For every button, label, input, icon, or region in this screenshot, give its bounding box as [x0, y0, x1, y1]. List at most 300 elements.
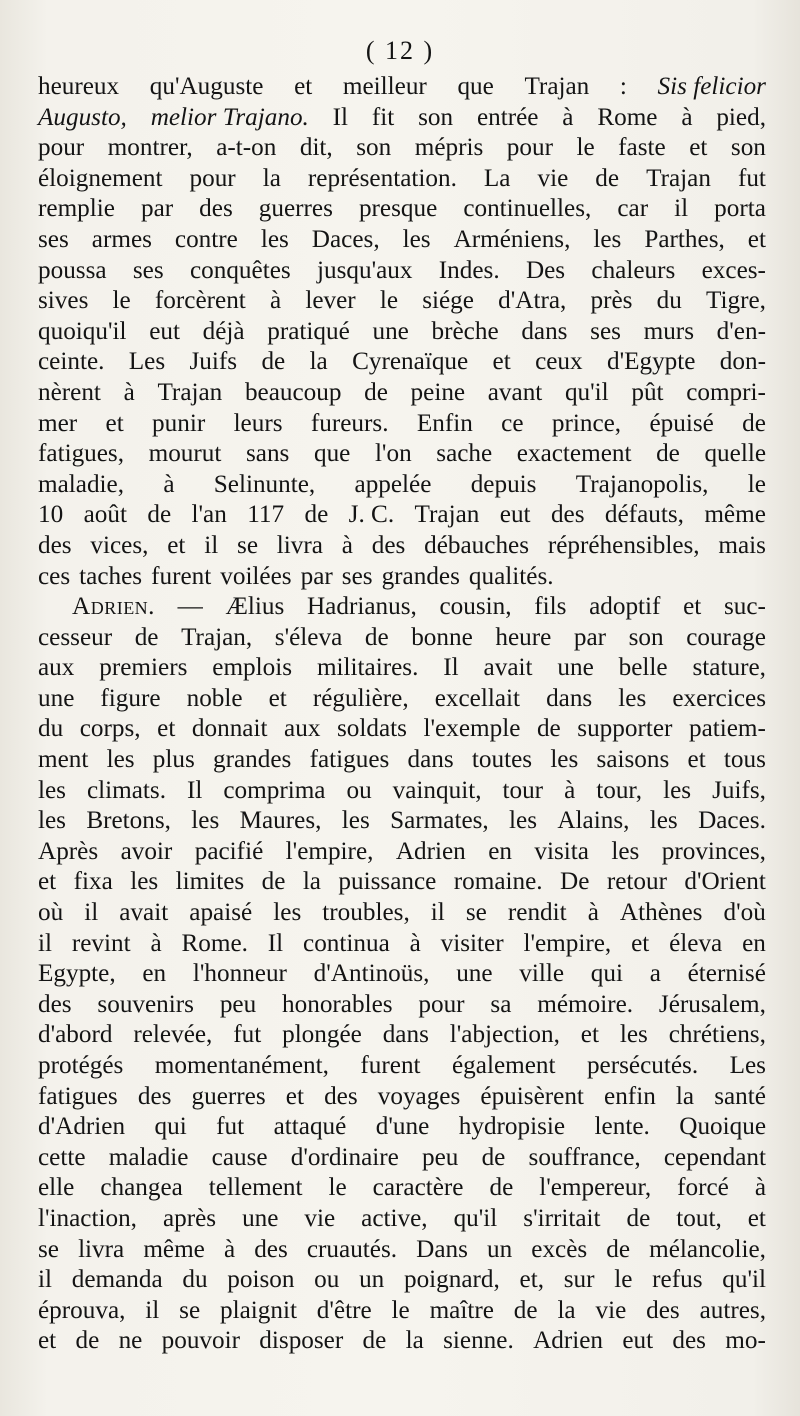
word: le — [747, 470, 766, 498]
word: Sis felicior — [657, 73, 766, 100]
word: déjà — [202, 317, 245, 345]
word: elle — [38, 1174, 75, 1202]
word: mourut — [148, 440, 222, 468]
word: à — [681, 103, 693, 131]
word: furent — [151, 562, 212, 590]
word: Trajanopolis, — [575, 470, 709, 498]
word: romaine. — [453, 868, 543, 896]
word: compri- — [686, 378, 766, 406]
word: qu'il — [722, 1266, 766, 1294]
word: don- — [719, 348, 766, 376]
word: même — [143, 1235, 205, 1263]
word: à — [562, 103, 574, 131]
word: de — [513, 1296, 538, 1324]
word: du — [182, 1266, 208, 1294]
word: de — [626, 1204, 651, 1232]
text-line — [38, 1173, 766, 1204]
word: d'être — [316, 1296, 372, 1324]
word: exactement — [516, 440, 632, 468]
word: ceux — [535, 348, 583, 376]
word: se — [38, 1235, 59, 1263]
text-line — [38, 745, 766, 776]
text-line — [38, 592, 766, 623]
word: s'éleva — [274, 623, 343, 651]
word: avait — [119, 899, 169, 927]
word: dans — [407, 746, 454, 774]
word: Selinunte, — [213, 470, 316, 498]
word: à — [269, 287, 282, 315]
word: l'on — [374, 440, 412, 468]
word: figure — [100, 684, 161, 712]
word: fixa — [73, 868, 113, 896]
word: d'une — [375, 1113, 430, 1141]
word: ses — [38, 225, 69, 253]
word: et — [747, 225, 766, 253]
word: peu — [219, 990, 257, 1018]
word: que — [457, 73, 494, 100]
word: apaisé — [189, 899, 253, 927]
word: les — [273, 899, 302, 927]
word: Les — [128, 348, 166, 376]
word: d'où — [723, 899, 766, 927]
word: sans — [245, 440, 290, 468]
text-line — [38, 990, 766, 1021]
text-line — [38, 439, 766, 470]
word: quoiqu'il — [38, 317, 127, 345]
word: fureurs. — [310, 409, 389, 437]
word: éternisé — [687, 960, 766, 988]
word: les — [618, 684, 647, 712]
word: hydropisie — [458, 1113, 566, 1141]
word: des — [254, 1235, 288, 1263]
word: vainquit, — [392, 776, 482, 804]
word: l'abjection, — [449, 1021, 560, 1049]
word: visiter — [440, 929, 504, 957]
word: et — [689, 134, 708, 162]
word: la — [675, 1082, 695, 1110]
word: fils — [534, 593, 567, 621]
word: ou — [314, 1266, 340, 1294]
word: quelle — [704, 440, 766, 468]
word: mer — [38, 409, 78, 437]
word: un — [359, 1266, 385, 1294]
word: demanda — [71, 1266, 163, 1294]
word: répréhensibles, — [547, 531, 700, 559]
word: nèrent — [38, 378, 101, 406]
text-line — [38, 1204, 766, 1235]
word: heureux — [38, 73, 120, 100]
word: patiem- — [688, 715, 766, 743]
word: eut — [622, 1327, 654, 1355]
word: qui — [590, 960, 623, 988]
word: les — [191, 807, 220, 835]
word: protégés — [38, 1052, 124, 1079]
word: vices, — [90, 531, 149, 559]
word: 117 — [247, 501, 285, 529]
text-line — [38, 409, 766, 440]
word: Daces, — [311, 225, 380, 253]
word: refus — [652, 1266, 703, 1294]
text-line — [38, 531, 766, 562]
word: les — [402, 225, 431, 253]
word: cependant — [663, 1143, 766, 1171]
word: puissance — [338, 868, 437, 896]
word: l'inaction, — [38, 1204, 137, 1232]
word: fut — [737, 164, 766, 192]
word: à — [223, 1235, 236, 1263]
word: en — [488, 837, 512, 865]
word: plaignit — [219, 1296, 297, 1324]
word: pacifié — [194, 837, 264, 865]
word: l'empereur, — [539, 1174, 652, 1202]
word: les — [663, 776, 692, 804]
word: et — [285, 1082, 304, 1110]
text-line — [38, 470, 766, 501]
word: Adrien — [395, 837, 466, 865]
word: débauches — [424, 531, 530, 559]
word: revint — [71, 929, 131, 957]
word: que — [313, 440, 351, 468]
word: il — [84, 899, 99, 927]
word: poison — [227, 1266, 295, 1294]
word: 10 — [38, 501, 64, 529]
word: à — [123, 378, 135, 406]
word: une — [38, 684, 75, 712]
word: Egypte, — [38, 960, 116, 988]
word: porta — [714, 195, 766, 223]
word: de — [489, 1174, 514, 1202]
word: de — [656, 440, 680, 468]
word: dit, — [299, 134, 333, 162]
word: d'Orient — [684, 868, 766, 896]
word: presque — [358, 195, 438, 223]
word: de — [481, 1143, 506, 1171]
word: relevée, — [133, 1021, 213, 1049]
word: climats. — [86, 776, 167, 804]
word: l'empire, — [285, 837, 374, 865]
word: ses — [341, 562, 373, 590]
word: armes — [91, 225, 152, 253]
text-line — [38, 898, 766, 929]
word: Cyrenaïque — [352, 348, 469, 376]
word: — — [177, 593, 203, 621]
word: momentanément, — [154, 1052, 329, 1079]
text-line — [38, 684, 766, 715]
word: dans — [382, 1021, 429, 1049]
word: des — [672, 1327, 706, 1355]
word: les — [593, 225, 622, 253]
word: de — [595, 164, 620, 192]
word: toutes — [471, 746, 533, 774]
word: belle — [618, 654, 668, 682]
word: le — [328, 1174, 347, 1202]
word: aux — [284, 715, 321, 743]
word: Rome. — [181, 929, 248, 957]
word: d'Egypte — [606, 348, 696, 376]
word: représentation. — [307, 164, 457, 192]
word: de — [364, 623, 389, 651]
text-line — [38, 1326, 766, 1357]
word: Il — [187, 776, 203, 804]
word: des — [646, 1296, 680, 1324]
word: de — [742, 409, 766, 437]
word: siége — [422, 287, 474, 315]
word: souvenirs — [97, 990, 194, 1018]
word: à — [409, 929, 421, 957]
word: emplois — [212, 654, 293, 682]
word: mémoire. — [537, 990, 634, 1018]
word: noble — [186, 684, 243, 712]
word: de — [536, 715, 561, 743]
word: où — [38, 899, 64, 927]
word: pour — [506, 134, 553, 162]
word: Parthes, — [644, 225, 725, 253]
word: des — [324, 1082, 358, 1110]
text-line — [38, 806, 766, 837]
word: premiers — [99, 654, 188, 682]
word: la — [302, 868, 321, 896]
word: exercices — [672, 684, 766, 712]
word: eut — [149, 317, 180, 345]
word: des — [199, 195, 233, 223]
word: heure — [495, 623, 552, 651]
word: du — [38, 715, 64, 743]
word: de — [75, 1327, 100, 1355]
word: d'en- — [716, 317, 766, 345]
word: Hadrianus, — [306, 593, 417, 621]
word: taches — [79, 562, 143, 590]
word: à — [564, 776, 576, 804]
word: d'Adrien — [38, 1113, 126, 1141]
text-line — [38, 72, 766, 103]
word: l'exemple — [423, 715, 521, 743]
word: dans — [521, 317, 568, 345]
word: Il — [267, 929, 284, 957]
word: en — [142, 960, 167, 988]
word: qui — [154, 1113, 187, 1141]
word: active, — [361, 1204, 428, 1232]
word: Arméniens, — [453, 225, 571, 253]
word: les — [341, 807, 370, 835]
text-line — [38, 347, 766, 378]
word: ne — [118, 1327, 143, 1355]
word: de — [261, 868, 286, 896]
word: des — [38, 990, 72, 1018]
word: Trajan — [157, 378, 223, 406]
text-line — [38, 929, 766, 960]
word: et — [687, 746, 706, 774]
word: melior Trajano. — [150, 103, 309, 131]
word: suc- — [723, 593, 766, 621]
word: par — [300, 562, 333, 590]
word: limites — [175, 868, 245, 896]
word: qu'il — [564, 378, 609, 406]
word: qu'Auguste — [149, 73, 264, 100]
word: changea — [100, 1174, 183, 1202]
word: mo- — [725, 1327, 766, 1355]
text-line — [38, 133, 766, 164]
text-line — [38, 500, 766, 531]
text-line — [38, 103, 766, 134]
word: cette — [38, 1143, 86, 1171]
word: visita — [534, 837, 589, 865]
word: de — [134, 623, 159, 651]
word: une — [242, 1204, 279, 1232]
word: des — [137, 1082, 172, 1110]
word: forcèrent — [154, 287, 246, 315]
word: conquêtes — [189, 256, 291, 284]
word: sives — [38, 287, 89, 315]
word: tellement — [208, 1174, 303, 1202]
text-line — [38, 164, 766, 195]
word: vie — [537, 164, 569, 192]
word: éloignement — [38, 164, 163, 192]
word: pût — [631, 378, 664, 406]
word: et — [492, 348, 511, 376]
word: rendit — [507, 899, 567, 927]
text-line — [38, 776, 766, 807]
word: août — [83, 501, 127, 529]
word: plongée — [282, 1021, 362, 1049]
word: exces- — [701, 256, 766, 284]
word: faste — [618, 134, 666, 162]
text-line — [38, 867, 766, 898]
word: le — [614, 1266, 633, 1294]
word: de — [364, 378, 388, 406]
text-line — [38, 1112, 766, 1143]
word: Trajan — [646, 164, 711, 192]
word: Quoique — [679, 1113, 766, 1141]
word: des — [371, 531, 406, 559]
word: fatigues — [309, 746, 390, 774]
word: et — [38, 1327, 57, 1355]
word: maladie, — [38, 470, 125, 498]
word: peu — [422, 1143, 459, 1171]
word: Sarmates, — [390, 807, 489, 835]
word: meilleur — [342, 73, 427, 100]
word: cousin, — [439, 593, 512, 621]
word: ment — [38, 746, 89, 774]
word: forcé — [677, 1174, 729, 1202]
word: excès — [531, 1235, 588, 1263]
word: près — [590, 287, 633, 315]
word: furent — [360, 1052, 421, 1079]
word: Les — [729, 1052, 766, 1079]
word: il — [674, 195, 689, 223]
word: et — [580, 1021, 599, 1049]
word: éleva — [669, 929, 723, 957]
word: des — [550, 501, 585, 529]
word: punir — [152, 409, 206, 437]
word: se — [237, 531, 258, 559]
word: brèche — [431, 317, 499, 345]
word: s'irritait — [523, 1204, 601, 1232]
word: le — [112, 287, 131, 315]
word: de — [261, 348, 286, 376]
word: stature, — [692, 654, 766, 682]
word: a — [649, 960, 661, 988]
word: Il — [332, 103, 349, 131]
word: se — [465, 899, 487, 927]
word: cesseur — [38, 623, 113, 651]
word: tout, — [676, 1204, 722, 1232]
word: prince, — [551, 409, 622, 437]
word: a-t-on — [216, 134, 277, 162]
word: autres, — [699, 1296, 766, 1324]
word: comprima — [223, 776, 326, 804]
word: Enfin — [416, 409, 473, 437]
word: il — [38, 1266, 52, 1294]
word: par — [573, 623, 607, 651]
word: à — [341, 531, 353, 559]
word: de — [606, 1235, 631, 1263]
word: il — [38, 929, 52, 957]
word: mais — [718, 531, 766, 559]
word: continua — [303, 929, 390, 957]
page-number: ( 12 ) — [365, 36, 435, 65]
word: un — [487, 1235, 513, 1263]
word: mépris — [414, 134, 484, 162]
word: le — [576, 134, 595, 162]
word: fut — [216, 1113, 245, 1141]
word: pied, — [716, 103, 766, 131]
word: saisons — [596, 746, 670, 774]
word: ou — [346, 776, 372, 804]
word: d'abord — [38, 1021, 113, 1049]
word: et — [683, 593, 702, 621]
word: et — [38, 868, 57, 896]
word: appelée — [354, 470, 432, 498]
word: avant — [487, 378, 543, 406]
word: lente. — [594, 1113, 650, 1141]
word: d'Atra, — [498, 287, 567, 315]
word: santé — [714, 1082, 766, 1110]
word: Athènes — [619, 899, 703, 927]
text-line — [38, 225, 766, 256]
word: persécutés. — [586, 1052, 699, 1079]
text-line — [38, 653, 766, 684]
word: poignard, — [403, 1266, 500, 1294]
word: il — [204, 531, 219, 559]
word: retour — [606, 868, 667, 896]
word: aux — [38, 654, 75, 682]
word: et — [157, 715, 176, 743]
text-line — [38, 317, 766, 348]
word: ceinte. — [38, 348, 105, 376]
word: à — [163, 470, 175, 498]
word: peine — [410, 378, 466, 406]
word: lever — [305, 287, 356, 315]
body-text — [38, 72, 766, 1357]
word: voilées — [220, 562, 292, 590]
word: Augusto, — [38, 103, 127, 131]
word: caractère — [372, 1174, 464, 1202]
text-line — [38, 1051, 766, 1082]
word: une — [372, 317, 409, 345]
word: une — [557, 654, 594, 682]
word: l'honneur — [192, 960, 287, 988]
word: de — [362, 1327, 387, 1355]
word: maladie — [108, 1143, 189, 1171]
word: corps, — [79, 715, 141, 743]
word: les — [38, 807, 66, 835]
word: qu'il — [453, 1204, 498, 1232]
word: l'empire, — [523, 929, 612, 957]
word: Il — [443, 654, 459, 682]
word: troubles, — [322, 899, 410, 927]
word: Dans — [416, 1235, 468, 1263]
text-line — [38, 1235, 766, 1266]
